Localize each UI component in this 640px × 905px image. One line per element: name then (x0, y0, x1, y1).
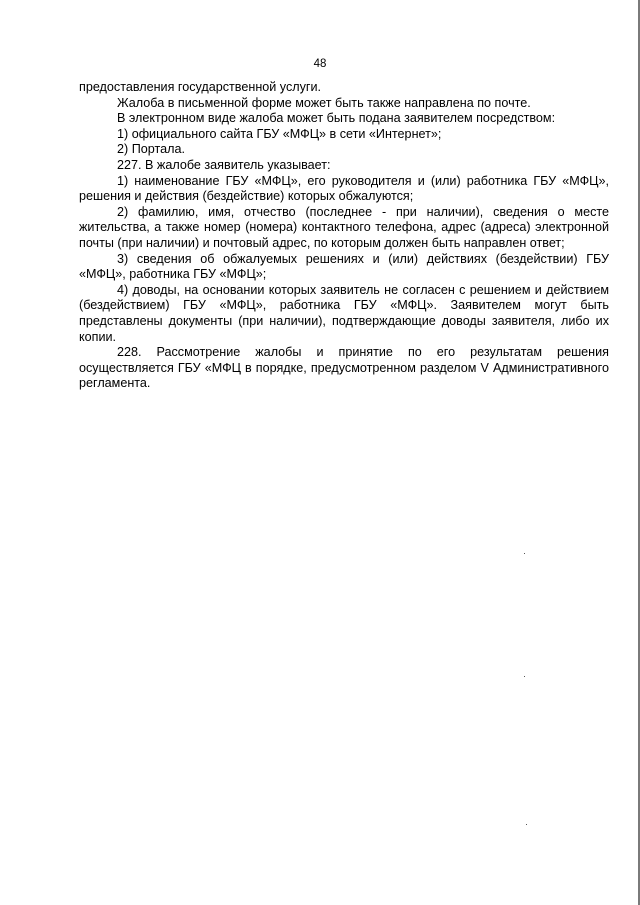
paragraph-mail-complaint: Жалоба в письменной форме может быть также направлена по почте. (117, 95, 531, 110)
scan-speck (524, 553, 525, 554)
list-item-name-mfc: 1) наименование ГБУ «МФЦ», его руководителя и (или) работника ГБУ «МФЦ», решения и действия (бездействие) которых обжалуются; (79, 173, 609, 204)
paragraph-electronic-complaint: В электронном виде жалоба может быть подана заявителем посредством: (117, 111, 556, 126)
list-item-official-site: 1) официального сайта ГБУ «МФЦ» в сети «Интернет»; (117, 126, 442, 141)
list-item-appealed-decisions: 3) сведения об обжалуемых решениях и (или) действиях (бездействии) ГБУ «МФЦ», работника ГБУ «МФЦ»; (79, 251, 609, 282)
list-item-arguments: 4) доводы, на основании которых заявитель не согласен с решением и действием (бездействием) ГБУ «МФЦ», работника ГБУ «МФЦ». Заявителем могут быть представлены документы (при наличии), подтверждающие доводы заявителя, либо их копии. (79, 282, 609, 344)
list-item-portal: 2) Портала. (117, 142, 185, 157)
page-number: 48 (313, 58, 327, 70)
scan-speck (524, 676, 525, 677)
list-item-applicant-details: 2) фамилию, имя, отчество (последнее - при наличии), сведения о месте жительства, а также номер (номера) контактного телефона, адрес (адреса) электронной почты (при наличии) и почтовый адрес, по которым должен быть направлен ответ; (79, 204, 609, 250)
document-body (79, 80, 609, 392)
paragraph-227-heading: 227. В жалобе заявитель указывает: (117, 157, 331, 172)
paragraph-continuation: предоставления государственной услуги. (79, 80, 322, 94)
scan-speck (526, 824, 527, 825)
paragraph-228: 228. Рассмотрение жалобы и принятие по его результатам решения осуществляется ГБУ «МФЦ в порядке, предусмотренном разделом V Административного регламента. (79, 345, 609, 391)
